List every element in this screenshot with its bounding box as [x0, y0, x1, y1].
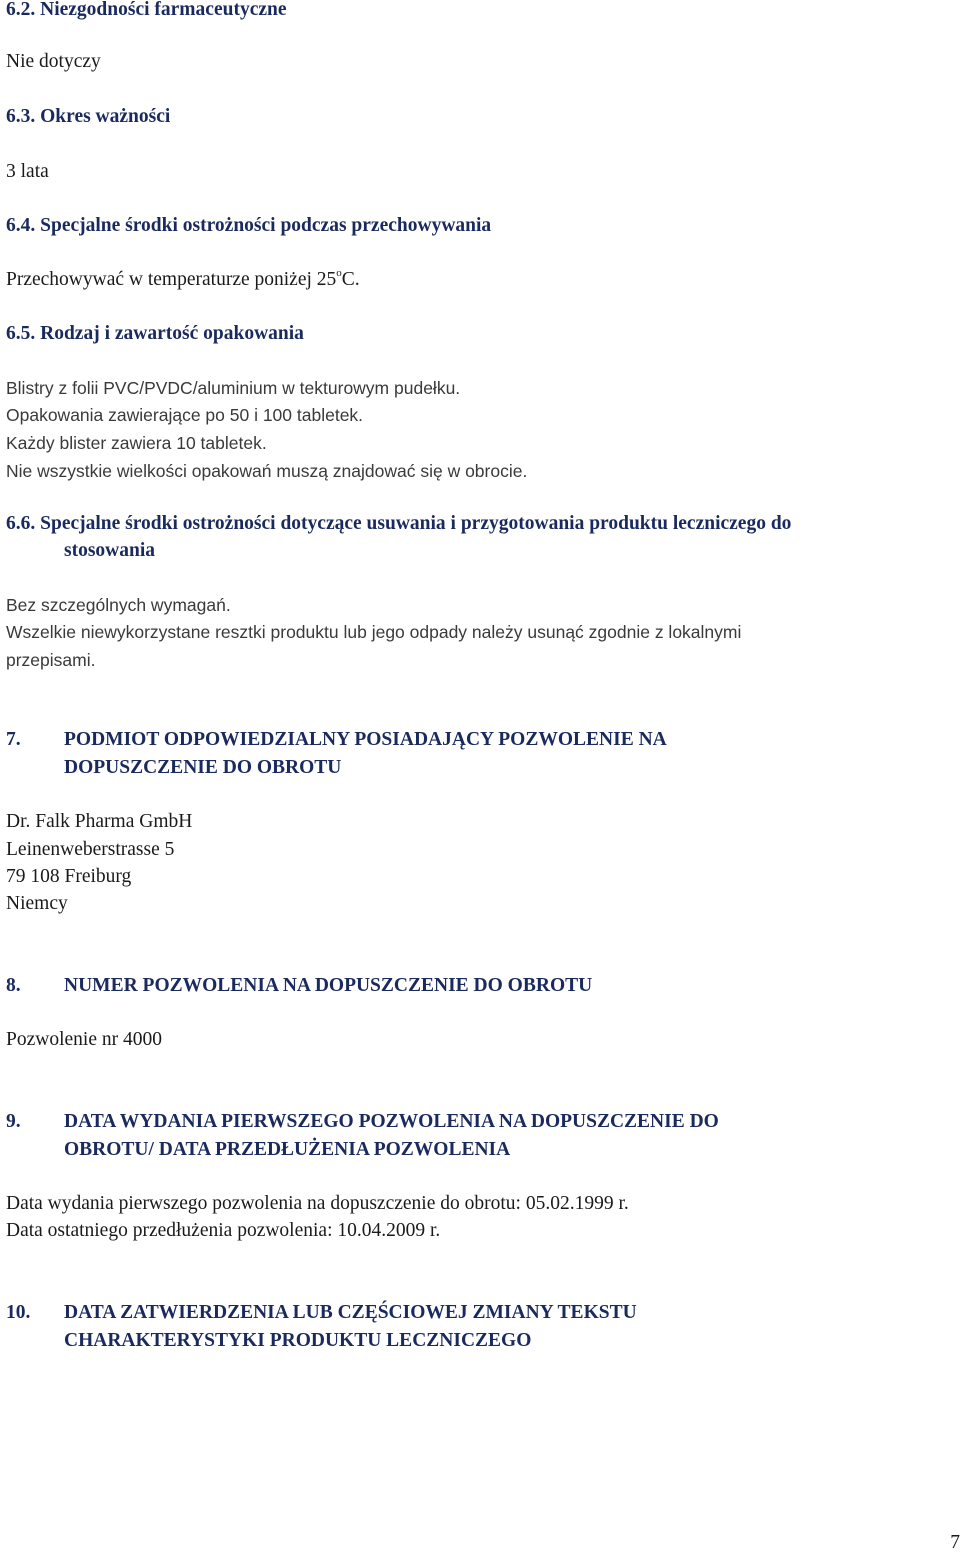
section-title-9: DATA WYDANIA PIERWSZEGO POZWOLENIA NA DOPUSZCZENIE DO: [64, 1111, 719, 1132]
storage-text: Przechowywać w temperaturze poniżej 25: [6, 269, 337, 290]
heading-9-line-2: OBROTU/ DATA PRZEDŁUŻENIA POZWOLENIA: [64, 1139, 511, 1160]
heading-10-line-1: [6, 1303, 637, 1323]
disposal-line-2: Wszelkie niewykorzystane resztki produktu lub jego odpady należy usunąć zgodnie z lokalnymi: [6, 622, 742, 642]
section-number-9: 9.: [6, 1111, 21, 1132]
section-title-7: PODMIOT ODPOWIEDZIALNY POSIADAJĄCY POZWOLENIE NA: [64, 729, 667, 750]
renewal-date: Data ostatniego przedłużenia pozwolenia: 10.04.2009 r.: [6, 1220, 441, 1241]
section-number-7: 7.: [6, 729, 21, 750]
section-title-10: DATA ZATWIERDZENIA LUB CZĘŚCIOWEJ ZMIANY TEKSTU: [64, 1302, 637, 1323]
heading-7-line-1: [6, 730, 667, 750]
pack-line-4: Nie wszystkie wielkości opakowań muszą znajdować się w obrocie.: [6, 461, 528, 481]
heading-10-line-2: CHARAKTERYSTYKI PRODUKTU LECZNICZEGO: [64, 1330, 532, 1351]
first-authorisation-date: Data wydania pierwszego pozwolenia na dopuszczenie do obrotu: 05.02.1999 r.: [6, 1193, 629, 1214]
pack-line-2: Opakowania zawierające po 50 i 100 tabletek.: [6, 405, 364, 425]
heading-8: [6, 976, 592, 996]
heading-9-line-1: [6, 1112, 719, 1132]
page-number: 7: [950, 1532, 960, 1553]
heading-6-6-line-1: 6.6. Specjalne środki ostrożności dotyczące usuwania i przygotowania produktu leczniczego do: [6, 513, 792, 534]
degree-sup: o: [336, 267, 342, 279]
heading-6-3: 6.3. Okres ważności: [6, 106, 171, 127]
heading-6-5: 6.5. Rodzaj i zawartość opakowania: [6, 323, 304, 344]
text-6-2: Nie dotyczy: [6, 51, 101, 72]
storage-unit: C.: [341, 269, 360, 290]
holder-name: Dr. Falk Pharma GmbH: [6, 811, 193, 832]
holder-country: Niemcy: [6, 893, 68, 914]
disposal-line-1: Bez szczególnych wymagań.: [6, 595, 231, 615]
holder-street: Leinenweberstrasse 5: [6, 839, 175, 860]
section-title-8: NUMER POZWOLENIA NA DOPUSZCZENIE DO OBROTU: [64, 975, 593, 996]
authorisation-number: Pozwolenie nr 4000: [6, 1029, 162, 1050]
heading-6-6-line-2: stosowania: [64, 540, 156, 561]
heading-6-2: 6.2. Niezgodności farmaceutyczne: [6, 0, 287, 20]
section-number-10: 10.: [6, 1302, 31, 1323]
pack-line-3: Każdy blister zawiera 10 tabletek.: [6, 433, 267, 453]
holder-city: 79 108 Freiburg: [6, 866, 132, 887]
text-6-3: 3 lata: [6, 161, 49, 182]
section-number-8: 8.: [6, 975, 21, 996]
heading-7-line-2: DOPUSZCZENIE DO OBROTU: [64, 757, 342, 778]
disposal-line-3: przepisami.: [6, 650, 96, 670]
pack-line-1: Blistry z folii PVC/PVDC/aluminium w tekturowym pudełku.: [6, 378, 461, 398]
text-6-4: [6, 267, 360, 292]
heading-6-4: 6.4. Specjalne środki ostrożności podczas przechowywania: [6, 215, 492, 236]
